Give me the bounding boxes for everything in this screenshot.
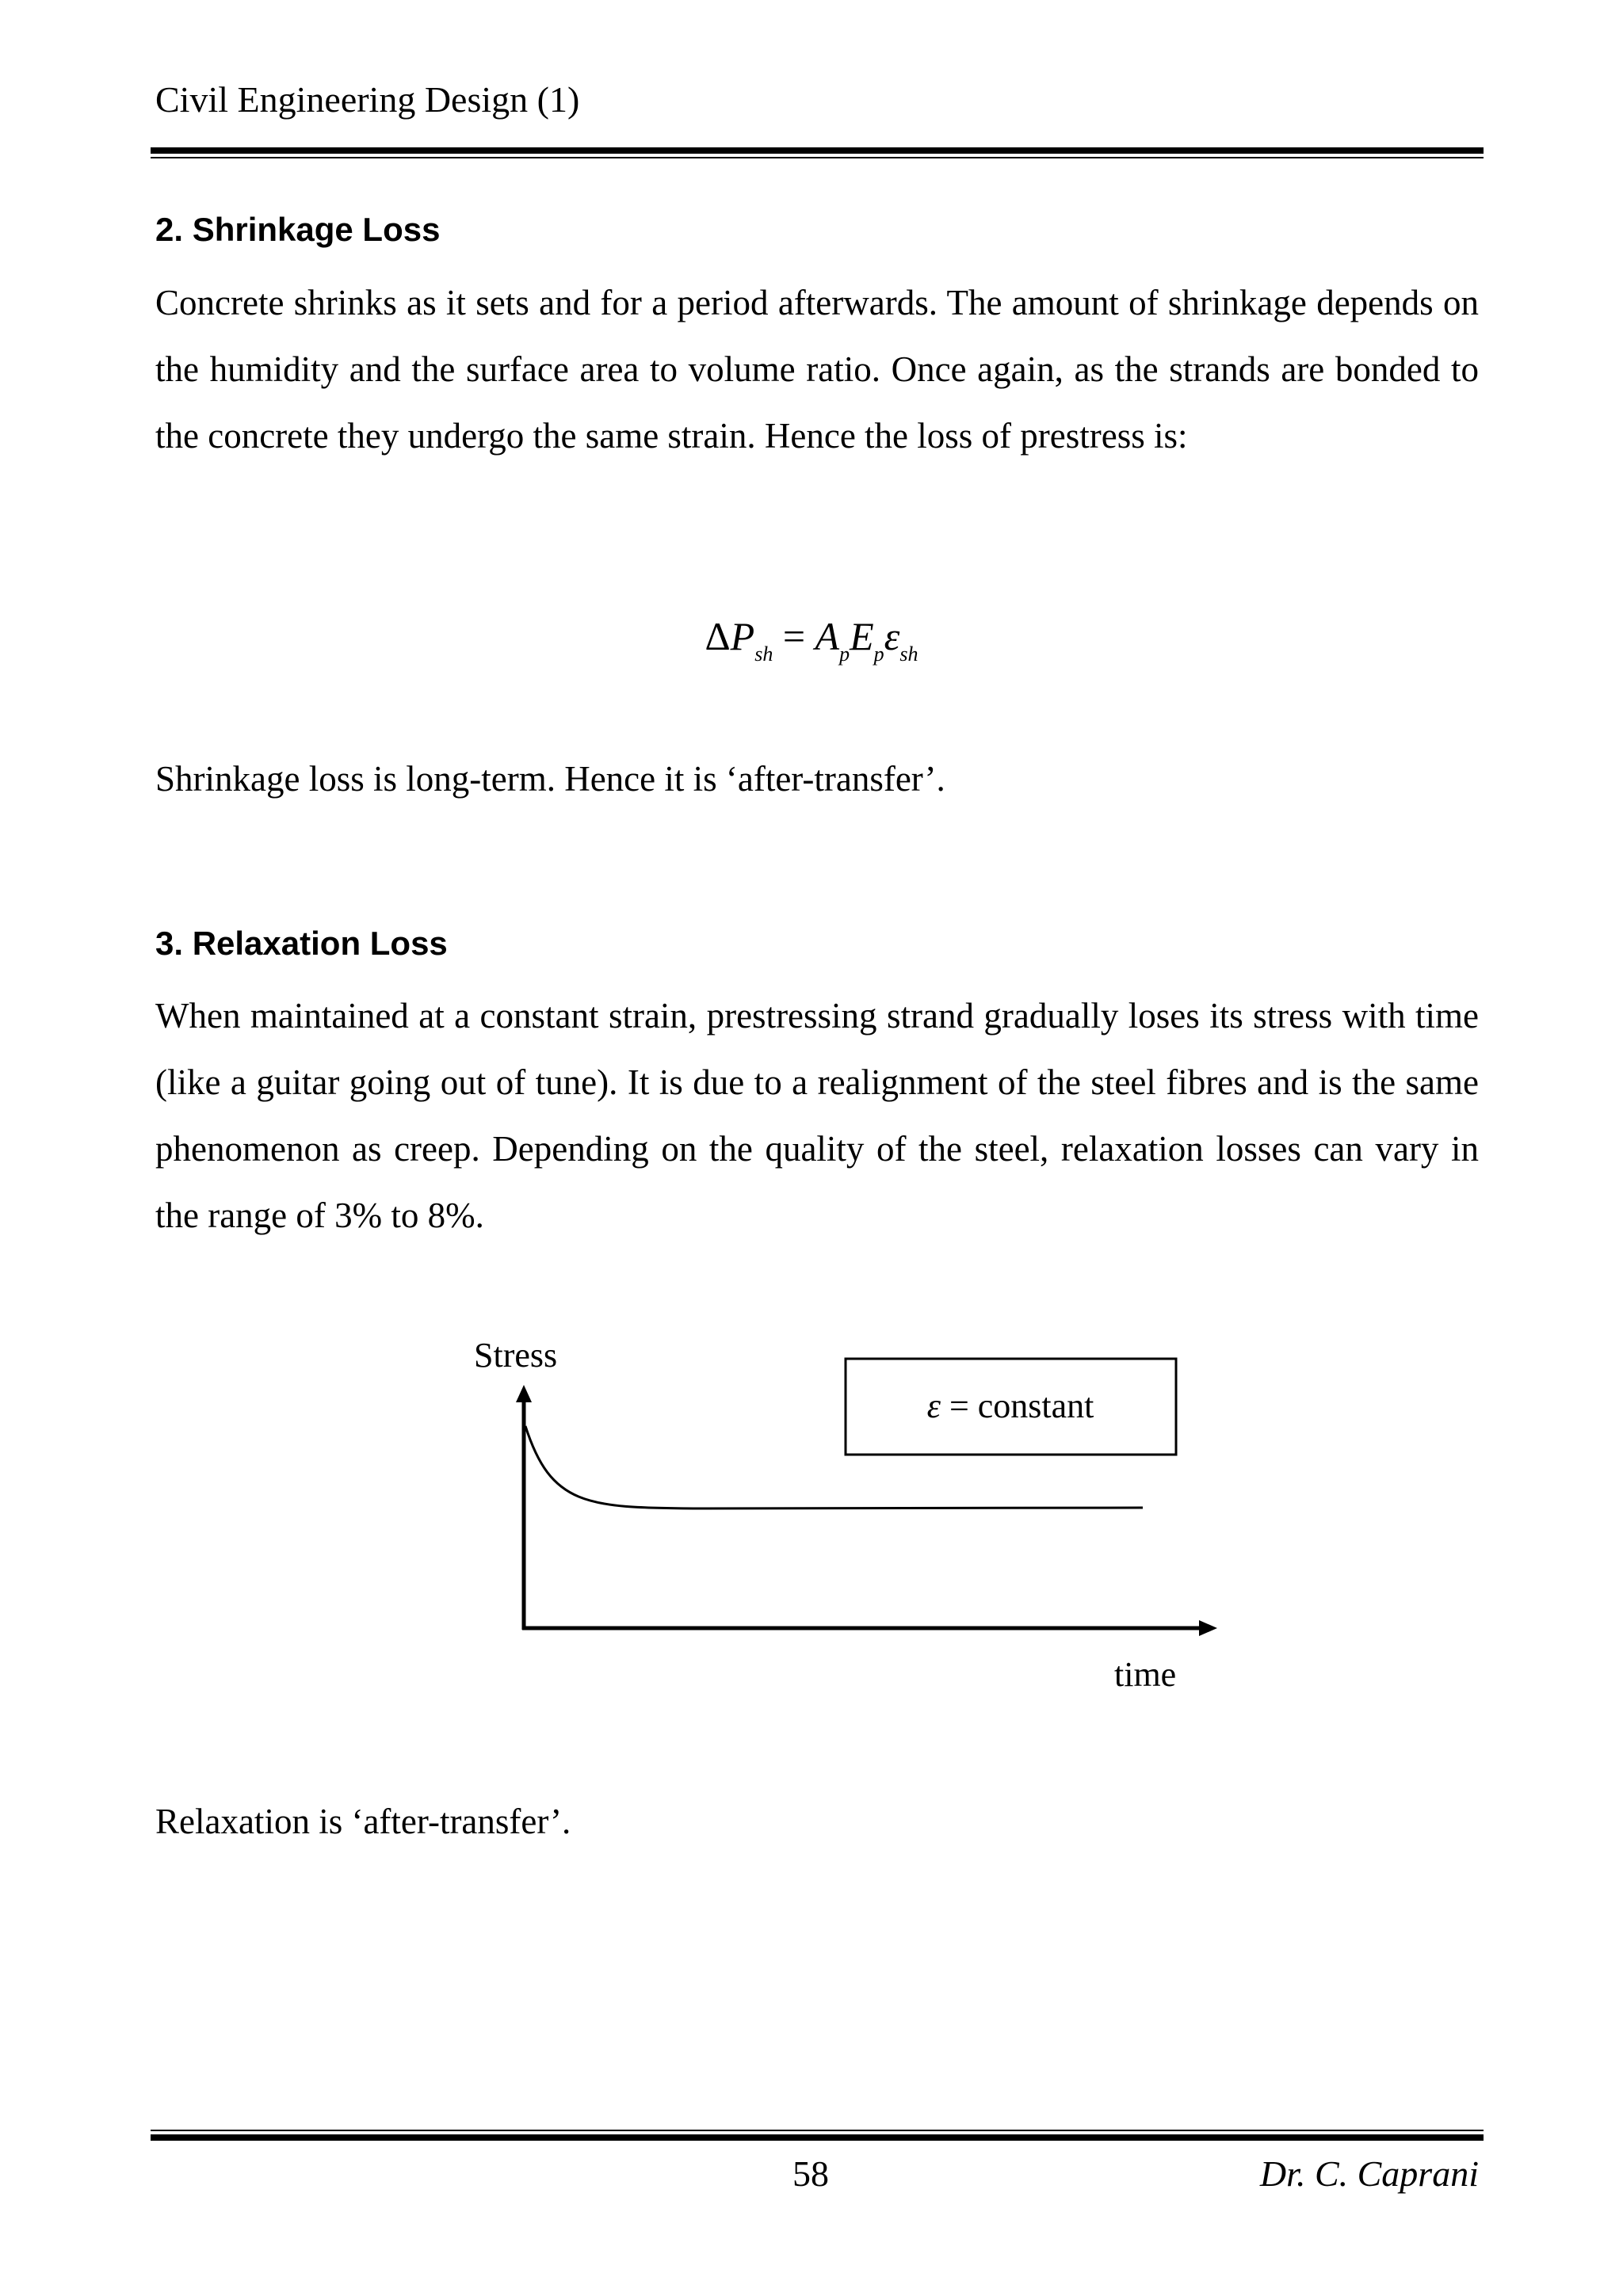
relaxation-note: Relaxation is ‘after-transfer’.: [155, 1802, 571, 1841]
footer-rule-thin: [151, 2130, 1484, 2131]
header-rule-thin: [151, 157, 1484, 158]
relaxation-paragraph: When maintained at a constant strain, prestressing strand gradually loses its stress with time (like a guitar going out of tune). It is due to a realignment of the steel fibres and is the same phenomenon as creep. Depending on the quality of the steel, relaxation losses can vary in the range of 3% to 8%.: [155, 996, 1479, 1235]
page-number: 58: [792, 2153, 829, 2194]
section-heading-relaxation: 3. Relaxation Loss: [155, 925, 448, 962]
shrinkage-loss-equation: $\Delta P_{sh} = A_pE_p\varepsilon_{sh}$: [705, 614, 918, 666]
header-title: Civil Engineering Design (1): [155, 79, 580, 120]
relaxation-diagram: [452, 1323, 1244, 1703]
y-axis-label: Stress: [474, 1336, 558, 1375]
footer-rule: [151, 2134, 1484, 2141]
x-axis-label: time: [1114, 1655, 1177, 1694]
section-heading-shrinkage: 2. Shrinkage Loss: [155, 211, 441, 248]
shrinkage-paragraph: Concrete shrinks as it sets and for a period afterwards. The amount of shrinkage depends on the humidity and the surface area to volume ratio. Once again, as the strands are bonded to the concrete they undergo the same strain. Hence the loss of prestress is:: [155, 283, 1479, 456]
shrinkage-note: Shrinkage loss is long-term. Hence it is ‘after-transfer’.: [155, 759, 945, 799]
x-axis-arrow: [1199, 1620, 1217, 1636]
legend-text: ε = constant: [926, 1386, 1094, 1425]
stress-relaxation-curve: [525, 1426, 1143, 1508]
y-axis-arrow: [516, 1385, 532, 1402]
header-rule: [151, 147, 1484, 154]
footer-author: Dr. C. Caprani: [1259, 2153, 1479, 2194]
